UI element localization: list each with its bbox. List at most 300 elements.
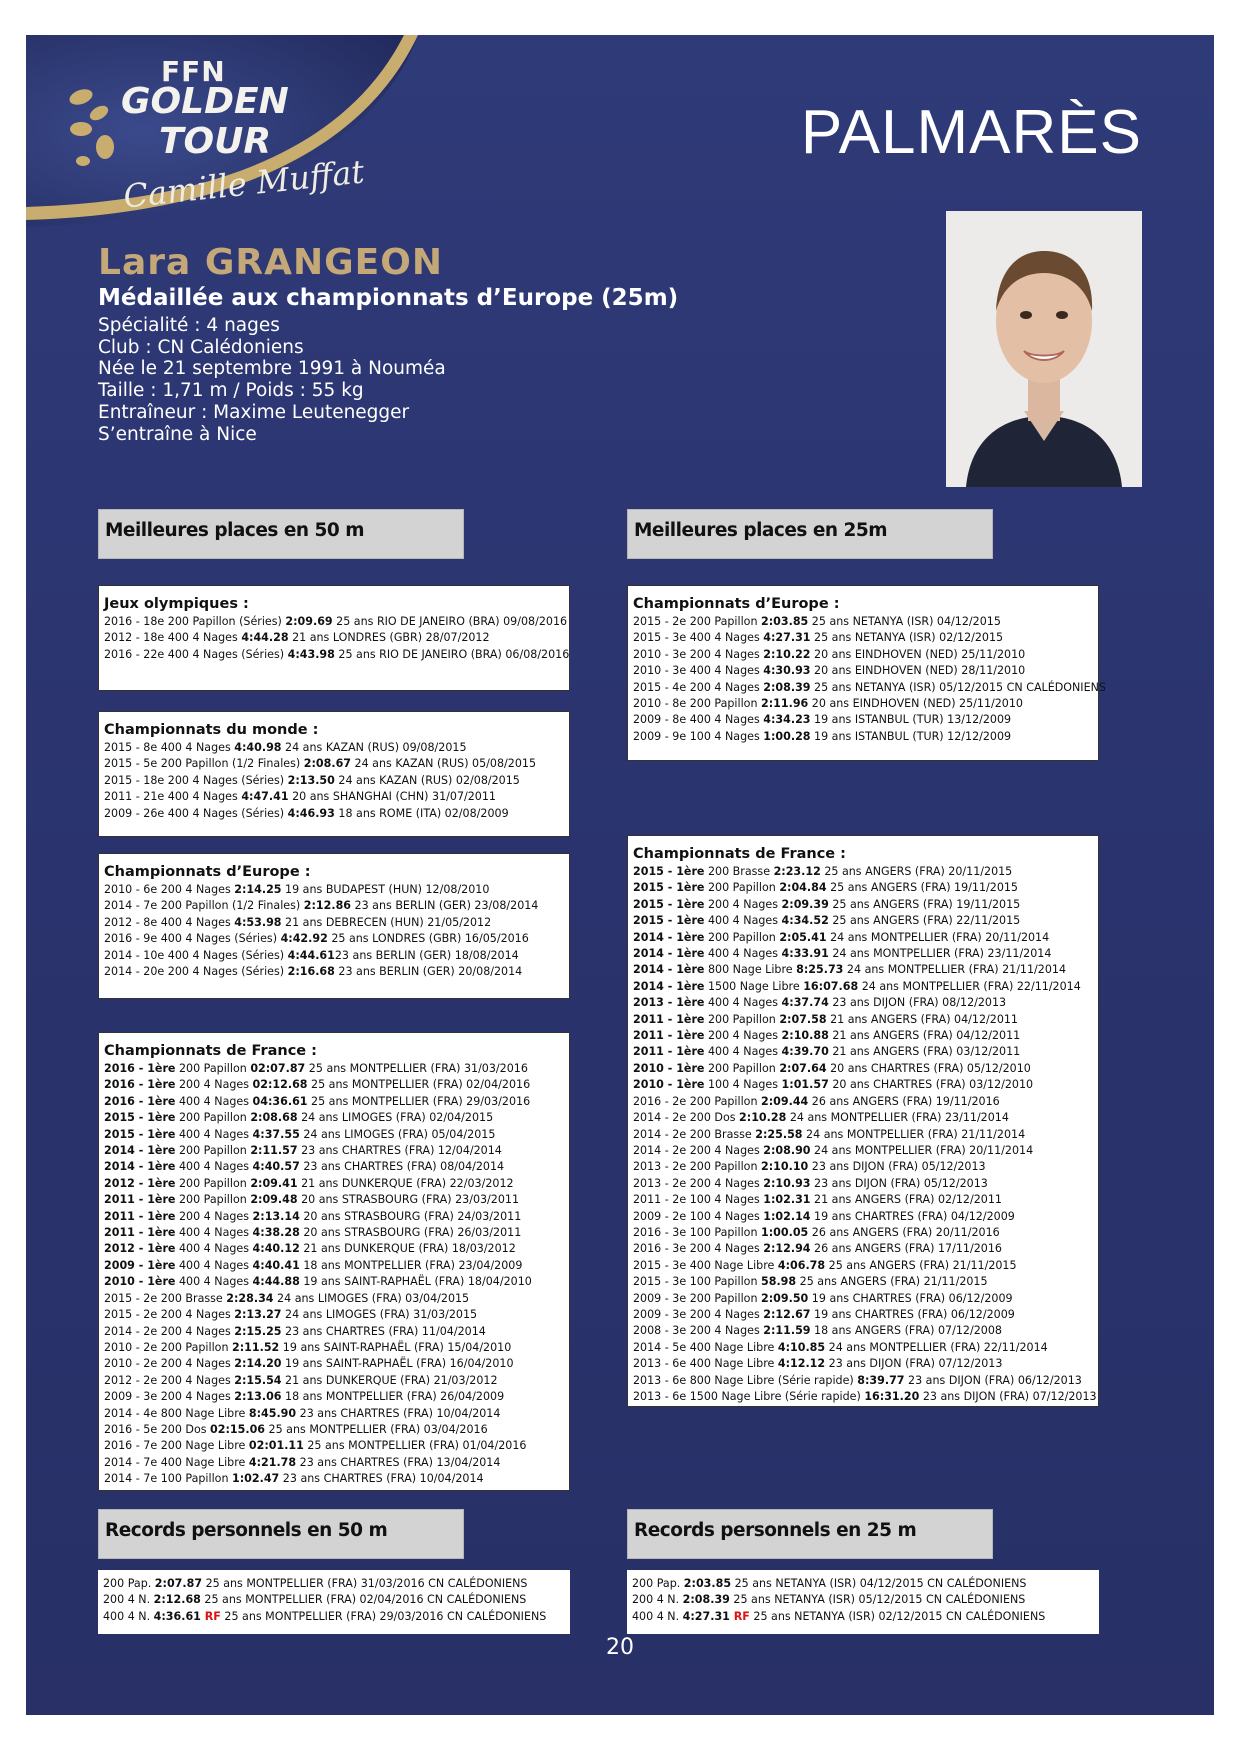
result-meta: 24 ans MONTPELLIER (FRA) 23/11/2014 (786, 1111, 1009, 1125)
result-meta: 19 ans SAINT-RAPHAËL (FRA) 18/04/2010 (299, 1275, 532, 1289)
result-event: 2014 - 5e 400 Nage Libre (633, 1340, 778, 1354)
record-time: 2:12.68 (153, 1593, 201, 1607)
page-background (26, 35, 1214, 1715)
result-rank: 2014 - 1ère (633, 979, 705, 993)
result-meta: 18 ans ROME (ITA) 02/08/2009 (334, 806, 509, 820)
result-meta: 25 ans NETANYA (ISR) 04/12/2015 (808, 615, 1001, 628)
result-time: 2:04.84 (779, 881, 827, 895)
record-event: 200 Pap. (103, 1577, 155, 1590)
result-line (633, 1225, 1093, 1241)
result-time: 2:13.50 (287, 773, 335, 787)
result-event: 400 4 Nages (175, 1226, 253, 1240)
result-rank: 2011 - 1ère (633, 1029, 705, 1043)
record-time: 2:03.85 (683, 1577, 732, 1590)
result-line (633, 614, 1093, 630)
result-meta: 21 ans ANGERS (FRA) 03/12/2011 (828, 1045, 1021, 1059)
detail-club: Club : CN Calédoniens (98, 336, 304, 358)
result-line (104, 898, 564, 914)
result-meta: 26 ans ANGERS (FRA) 20/11/2016 (808, 1225, 1000, 1239)
result-event: 2008 - 3e 200 4 Nages (633, 1324, 764, 1338)
result-line (104, 1110, 564, 1126)
result-line (104, 1127, 564, 1143)
result-line (633, 880, 1093, 896)
result-line (104, 1373, 564, 1389)
result-meta: 23 ans DIJON (FRA) 08/12/2013 (828, 996, 1007, 1010)
result-line (104, 1291, 564, 1307)
box-title: Championnats du monde : (104, 722, 319, 738)
result-meta: 23 ans CHARTRES (FRA) 11/04/2014 (281, 1324, 486, 1338)
result-rank: 2012 - 1ère (104, 1242, 176, 1256)
result-time: 1:02.47 (232, 1472, 280, 1486)
result-meta: 20 ans EINDHOVEN (NED) 28/11/2010 (810, 664, 1026, 678)
result-line (104, 1274, 564, 1290)
result-meta: 23 ans DIJON (FRA) 07/12/2013 (825, 1357, 1003, 1371)
result-meta: 18 ans ANGERS (FRA) 07/12/2008 (810, 1324, 1002, 1338)
result-time: 4:06.78 (777, 1258, 826, 1272)
result-line (104, 1225, 564, 1241)
result-line (633, 663, 1093, 679)
result-event: 2016 - 9e 400 4 Nages (Séries) (104, 932, 281, 946)
records-50m-list (98, 1570, 570, 1634)
result-meta: 25 ans MONTPELLIER (FRA) 29/03/2016 (307, 1094, 531, 1108)
result-line (104, 630, 564, 646)
result-meta: 19 ans CHARTRES (FRA) 06/12/2009 (808, 1291, 1013, 1305)
result-meta: 20 ans STRASBOURG (FRA) 24/03/2011 (299, 1209, 522, 1223)
result-line (633, 1028, 1093, 1044)
box-title: Championnats de France : (633, 846, 846, 862)
result-event: 2010 - 2e 200 4 Nages (104, 1357, 235, 1371)
result-event: 200 Papillon (704, 881, 780, 895)
result-time: 2:10.28 (739, 1111, 787, 1125)
result-event: 2015 - 5e 200 Papillon (1/2 Finales) (104, 757, 304, 771)
result-event: 200 Papillon (704, 930, 780, 944)
result-event: 400 4 Nages (704, 996, 782, 1010)
result-time: 2:08.90 (763, 1143, 811, 1157)
result-line (633, 946, 1093, 962)
box-championnats-france-50 (98, 1032, 570, 1491)
result-line (104, 1176, 564, 1192)
result-line (104, 1258, 564, 1274)
result-line (633, 712, 1093, 728)
result-line (104, 1307, 564, 1323)
result-time: 2:11.96 (761, 697, 809, 711)
result-event: 2015 - 2e 200 4 Nages (104, 1308, 235, 1322)
result-time: 2:09.41 (250, 1176, 298, 1190)
result-meta: 24 ans KAZAN (RUS) 09/08/2015 (281, 741, 467, 754)
result-line (633, 1209, 1093, 1225)
result-time: 02:12.68 (252, 1078, 308, 1092)
result-meta: 23 ans CHARTRES (FRA) 13/04/2014 (296, 1455, 501, 1469)
result-meta: 21 ans LONDRES (GBR) 28/07/2012 (288, 631, 490, 645)
result-time: 02:15.06 (210, 1422, 266, 1436)
result-meta: 26 ans ANGERS (FRA) 17/11/2016 (810, 1242, 1002, 1256)
box-championnats-europe-50 (98, 853, 570, 999)
result-event: 2010 - 6e 200 4 Nages (104, 883, 235, 896)
result-time: 2:09.50 (761, 1291, 809, 1305)
result-meta: 18 ans MONTPELLIER (FRA) 23/04/2009 (299, 1258, 523, 1272)
result-time: 4:39.70 (781, 1045, 829, 1059)
result-time: 4:34.23 (763, 713, 811, 727)
result-meta: 23 ans CHARTRES (FRA) 10/04/2014 (296, 1406, 501, 1420)
result-event: 2009 - 3e 200 4 Nages (104, 1390, 235, 1404)
result-event: 2010 - 2e 200 Papillon (104, 1340, 233, 1354)
result-event: 2010 - 3e 200 4 Nages (633, 647, 764, 661)
result-event: 2010 - 3e 400 4 Nages (633, 664, 764, 678)
result-time: 1:02.14 (763, 1209, 811, 1223)
result-event: 2015 - 18e 200 4 Nages (Séries) (104, 773, 288, 787)
box-title: Championnats de France : (104, 1043, 317, 1059)
result-event: 2013 - 2e 200 4 Nages (633, 1176, 764, 1190)
result-time: 2:10.22 (763, 647, 811, 661)
box-title: Championnats d’Europe : (633, 596, 840, 612)
result-time: 4:53.98 (234, 915, 282, 929)
detail-specialty: Spécialité : 4 nages (98, 315, 280, 336)
result-line (633, 930, 1093, 946)
result-meta: 21 ans ANGERS (FRA) 02/12/2011 (810, 1193, 1002, 1207)
result-event: 2012 - 18e 400 4 Nages (104, 631, 242, 645)
result-time: 4:12.12 (777, 1357, 826, 1371)
result-time: 02:01.11 (248, 1439, 304, 1453)
result-meta: 25 ans RIO DE JANEIRO (BRA) 09/08/2016 (332, 615, 568, 628)
result-time: 02:07.87 (250, 1062, 306, 1075)
result-meta: 23 ans DIJON (FRA) 07/12/2013 (919, 1390, 1097, 1403)
result-meta: 24 ans MONTPELLIER (FRA) 22/11/2014 (858, 979, 1081, 993)
result-event: 2012 - 8e 400 4 Nages (104, 915, 235, 929)
result-rank: 2014 - 1ère (104, 1144, 176, 1158)
result-line (633, 995, 1093, 1011)
record-event: 400 4 N. (103, 1609, 154, 1623)
result-line (633, 1389, 1097, 1405)
result-line (633, 1127, 1093, 1143)
result-time: 1:00.28 (763, 729, 811, 743)
result-event: 2013 - 6e 400 Nage Libre (633, 1357, 778, 1371)
result-event: 2009 - 3e 200 4 Nages (633, 1307, 764, 1321)
box-title: Jeux olympiques : (104, 596, 249, 612)
result-rank: 2011 - 1ère (104, 1209, 176, 1223)
result-meta: 20 ans SHANGHAI (CHN) 31/07/2011 (288, 790, 496, 804)
result-meta: 25 ans MONTPELLIER (FRA) 03/04/2016 (265, 1422, 488, 1436)
result-time: 1:01.57 (781, 1078, 829, 1092)
box-championnats-monde (98, 711, 570, 837)
result-line (633, 1307, 1093, 1323)
result-rank: 2010 - 1ère (633, 1061, 705, 1075)
box-championnats-france-25 (627, 835, 1099, 1407)
result-time: 2:09.69 (285, 615, 333, 628)
result-line (104, 647, 570, 663)
result-event: 200 Papillon (175, 1144, 251, 1158)
result-time: 2:12.67 (763, 1307, 811, 1321)
result-line (633, 962, 1093, 978)
athlete-name: Lara GRANGEON (98, 242, 443, 283)
result-event: 2014 - 20e 200 4 Nages (Séries) (104, 965, 288, 979)
result-time: 2:11.57 (250, 1144, 298, 1158)
record-event: 400 4 N. (632, 1609, 683, 1623)
result-event: 400 4 Nages (175, 1275, 253, 1289)
result-event: 1500 Nage Libre (704, 979, 804, 993)
result-event: 2013 - 6e 800 Nage Libre (Série rapide) (633, 1373, 858, 1387)
result-line (633, 864, 1093, 880)
result-time: 4:21.78 (248, 1455, 297, 1469)
result-line (104, 948, 564, 964)
result-event: 2009 - 3e 200 Papillon (633, 1291, 762, 1305)
result-event: 2016 - 18e 200 Papillon (Séries) (104, 615, 286, 628)
result-event: 2014 - 7e 100 Papillon (104, 1472, 233, 1486)
result-event: 200 Papillon (175, 1176, 251, 1190)
result-event: 100 4 Nages (704, 1078, 782, 1092)
result-rank: 2013 - 1ère (633, 996, 705, 1010)
result-line (104, 931, 564, 947)
result-line (104, 806, 564, 822)
record-meta: 25 ans MONTPELLIER (FRA) 31/03/2016 CN CALÉDONIENS (202, 1577, 528, 1590)
result-meta: 23 ans BERLIN (GER) 23/08/2014 (351, 899, 539, 913)
result-meta: 19 ans SAINT-RAPHAËL (FRA) 16/04/2010 (281, 1357, 514, 1371)
result-event: 2013 - 6e 1500 Nage Libre (Série rapide) (633, 1390, 865, 1403)
result-line (633, 1094, 1093, 1110)
logo-ffn: FFN (161, 55, 226, 88)
result-rank: 2011 - 1ère (104, 1226, 176, 1240)
result-meta: 25 ans MONTPELLIER (FRA) 01/04/2016 (303, 1439, 527, 1453)
record-meta: 25 ans NETANYA (ISR) 04/12/2015 CN CALÉDONIENS (731, 1577, 1027, 1590)
result-event: 200 4 Nages (704, 1029, 782, 1043)
result-rank: 2011 - 1ère (633, 1012, 705, 1026)
result-time: 4:10.85 (777, 1340, 826, 1354)
result-event: 2016 - 2e 200 Papillon (633, 1094, 762, 1108)
result-rank: 2015 - 1ère (633, 865, 705, 878)
result-time: 2:10.88 (781, 1029, 829, 1043)
result-event: 2009 - 8e 400 4 Nages (633, 713, 764, 727)
result-time: 8:39.77 (857, 1373, 905, 1387)
result-event: 800 Nage Libre (704, 963, 797, 977)
result-meta: 18 ans MONTPELLIER (FRA) 26/04/2009 (281, 1390, 505, 1404)
result-line (104, 1159, 564, 1175)
result-event: 2015 - 3e 400 Nage Libre (633, 1258, 778, 1272)
result-event: 2016 - 7e 200 Nage Libre (104, 1439, 249, 1453)
result-time: 2:03.85 (761, 615, 809, 628)
result-event: 2015 - 3e 100 Papillon (633, 1275, 762, 1289)
result-event: 400 4 Nages (704, 914, 782, 928)
result-line (633, 1143, 1093, 1159)
result-meta: 23 ans DIJON (FRA) 05/12/2013 (808, 1160, 986, 1174)
result-meta: 23 ans CHARTRES (FRA) 08/04/2014 (299, 1160, 505, 1174)
detail-size: Taille : 1,71 m / Poids : 55 kg (98, 380, 364, 402)
result-time: 2:13.06 (234, 1390, 282, 1404)
result-time: 8:45.90 (248, 1406, 297, 1420)
result-event: 2013 - 2e 200 Papillon (633, 1160, 762, 1174)
result-time: 4:47.41 (241, 790, 289, 804)
result-time: 4:40.57 (252, 1160, 300, 1174)
box-championnats-europe-25 (627, 585, 1106, 761)
result-line (104, 1438, 564, 1454)
result-time: 4:42.92 (280, 932, 328, 946)
result-time: 2:23.12 (773, 865, 821, 878)
result-line (104, 1209, 564, 1225)
result-event: 2009 - 26e 400 4 Nages (Séries) (104, 806, 288, 820)
result-time: 4:37.55 (252, 1127, 300, 1141)
result-meta: 21 ans DUNKERQUE (FRA) 21/03/2012 (281, 1373, 498, 1387)
result-time: 2:10.93 (763, 1176, 811, 1190)
logo-tour: TOUR (159, 121, 272, 162)
result-time: 2:13.14 (252, 1209, 300, 1223)
result-event: 2015 - 3e 400 4 Nages (633, 631, 764, 645)
result-meta: 25 ans NETANYA (ISR) 02/12/2015 (810, 631, 1004, 645)
result-line (104, 964, 564, 980)
result-rank: 2016 - 1ère (104, 1094, 176, 1108)
result-line (633, 1291, 1093, 1307)
result-event: 2012 - 2e 200 4 Nages (104, 1373, 235, 1387)
record-line (632, 1576, 1094, 1592)
result-time: 4:30.93 (763, 664, 811, 678)
result-time: 4:40.41 (252, 1258, 300, 1272)
result-meta: 24 ans MONTPELLIER (FRA) 23/11/2014 (828, 947, 1052, 961)
result-time: 2:11.59 (763, 1324, 811, 1338)
result-time: 4:46.93 (287, 806, 335, 820)
result-meta: 20 ans CHARTRES (FRA) 05/12/2010 (826, 1061, 1031, 1075)
result-rank: 2014 - 1ère (104, 1160, 176, 1174)
result-event: 400 4 Nages (175, 1258, 253, 1272)
result-time: 2:08.39 (763, 680, 811, 694)
result-line (633, 1012, 1093, 1028)
result-line (104, 1471, 564, 1487)
result-event: 2014 - 2e 200 4 Nages (633, 1143, 764, 1157)
result-event: 2015 - 4e 200 4 Nages (633, 680, 764, 694)
result-event: 2011 - 2e 100 4 Nages (633, 1193, 764, 1207)
page-number: 20 (606, 1635, 634, 1660)
section-records-25m: Records personnels en 25 m (627, 1509, 993, 1559)
result-event: 400 4 Nages (175, 1242, 253, 1256)
result-line (633, 647, 1093, 663)
result-rank: 2014 - 1ère (633, 963, 705, 977)
result-line (633, 1176, 1093, 1192)
result-line (104, 1389, 564, 1405)
result-time: 4:44.61 (287, 948, 335, 962)
result-line (633, 1241, 1093, 1257)
result-meta: 26 ans ANGERS (FRA) 19/11/2016 (808, 1094, 1000, 1108)
record-time: 4:27.31 (682, 1609, 730, 1623)
result-meta: 19 ans SAINT-RAPHAËL (FRA) 15/04/2010 (279, 1340, 512, 1354)
section-best-25m: Meilleures places en 25m (627, 509, 993, 559)
result-meta: 20 ans STRASBOURG (FRA) 26/03/2011 (299, 1226, 522, 1240)
result-line (104, 1077, 564, 1093)
result-time: 2:25.58 (755, 1127, 803, 1141)
result-rank: 2016 - 1ère (104, 1078, 176, 1092)
result-rank: 2011 - 1ère (633, 1045, 705, 1059)
result-line (104, 1356, 564, 1372)
result-line (104, 756, 564, 772)
result-event: 2016 - 3e 200 4 Nages (633, 1242, 764, 1256)
result-meta: 20 ans STRASBOURG (FRA) 23/03/2011 (297, 1193, 520, 1207)
athlete-details (98, 315, 446, 445)
result-event: 2014 - 4e 800 Nage Libre (104, 1406, 249, 1420)
detail-birth: Née le 21 septembre 1991 à Nouméa (98, 358, 446, 380)
result-line (633, 1340, 1093, 1356)
result-event: 200 Papillon (175, 1193, 251, 1207)
result-event: 2010 - 8e 200 Papillon (633, 697, 762, 711)
result-time: 4:37.74 (781, 996, 829, 1010)
result-time: 2:13.27 (234, 1308, 282, 1322)
record-event: 200 4 N. (103, 1593, 154, 1607)
result-time: 4:33.91 (781, 947, 829, 961)
result-time: 04:36.61 (252, 1094, 308, 1108)
result-event: 2014 - 2e 200 Brasse (633, 1127, 756, 1141)
record-meta: 25 ans NETANYA (ISR) 02/12/2015 CN CALÉDONIENS (749, 1609, 1046, 1623)
detail-coach: Entraîneur : Maxime Leutenegger (98, 401, 410, 423)
result-event: 2015 - 2e 200 Brasse (104, 1291, 227, 1305)
record-line (103, 1592, 565, 1608)
result-meta: 24 ans MONTPELLIER (FRA) 21/11/2014 (802, 1127, 1026, 1141)
result-time: 2:08.67 (303, 757, 352, 771)
result-meta: 24 ans LIMOGES (FRA) 02/04/2015 (297, 1111, 494, 1125)
result-event: 200 4 Nages (175, 1209, 253, 1223)
result-rank: 2012 - 1ère (104, 1176, 176, 1190)
result-line (104, 773, 564, 789)
result-meta: 24 ans MONTPELLIER (FRA) 20/11/2014 (810, 1143, 1034, 1157)
record-meta: 25 ans NETANYA (ISR) 05/12/2015 CN CALÉDONIENS (729, 1593, 1026, 1607)
result-meta: 19 ans BUDAPEST (HUN) 12/08/2010 (281, 883, 490, 896)
result-line (633, 680, 1106, 696)
result-time: 8:25.73 (796, 963, 844, 977)
result-time: 4:44.88 (252, 1275, 300, 1289)
result-meta: 25 ans MONTPELLIER (FRA) 31/03/2016 (305, 1062, 528, 1075)
result-time: 2:10.10 (761, 1160, 809, 1174)
result-meta: 24 ans KAZAN (RUS) 05/08/2015 (351, 757, 536, 771)
result-time: 2:05.41 (779, 930, 827, 944)
result-time: 16:07.68 (803, 979, 859, 993)
result-event: 2009 - 2e 100 4 Nages (633, 1209, 764, 1223)
result-meta: 24 ans MONTPELLIER (FRA) 22/11/2014 (825, 1340, 1048, 1354)
athlete-photo (946, 211, 1142, 487)
result-line (104, 1455, 564, 1471)
record-line (632, 1592, 1094, 1608)
result-meta: 24 ans MONTPELLIER (FRA) 20/11/2014 (826, 930, 1050, 944)
result-event: 2014 - 2e 200 4 Nages (104, 1324, 235, 1338)
result-line (633, 897, 1093, 913)
result-meta: 19 ans CHARTRES (FRA) 04/12/2009 (810, 1209, 1015, 1223)
athlete-portrait-icon (946, 211, 1142, 487)
result-rank: 2015 - 1ère (633, 897, 705, 911)
record-line (632, 1609, 1094, 1625)
result-time: 2:16.68 (287, 965, 335, 979)
result-time: 4:38.28 (252, 1226, 300, 1240)
result-line (633, 1356, 1093, 1372)
result-time: 4:40.98 (234, 741, 282, 754)
result-line (633, 913, 1093, 929)
result-line (633, 1110, 1093, 1126)
result-meta: 25 ans ANGERS (FRA) 21/11/2015 (825, 1258, 1017, 1272)
result-line (633, 1061, 1093, 1077)
record-meta: 25 ans MONTPELLIER (FRA) 29/03/2016 CN CALÉDONIENS (220, 1609, 547, 1623)
result-meta: 25 ans NETANYA (ISR) 05/12/2015 CN CALÉDONIENS (810, 680, 1106, 694)
result-line (633, 1323, 1093, 1339)
result-rank: 2014 - 1ère (633, 930, 705, 944)
result-rank: 2010 - 1ère (104, 1275, 176, 1289)
result-time: 4:27.31 (763, 631, 811, 645)
result-rank: 2015 - 1ère (104, 1127, 176, 1141)
water-drops-icon (67, 83, 127, 183)
result-meta: 21 ans DUNKERQUE (FRA) 18/03/2012 (299, 1242, 516, 1256)
result-line (104, 1241, 564, 1257)
record-time: 2:07.87 (154, 1577, 203, 1590)
result-meta: 21 ans DUNKERQUE (FRA) 22/03/2012 (297, 1176, 514, 1190)
record-event: 200 4 N. (632, 1593, 683, 1607)
result-meta: 19 ans CHARTRES (FRA) 06/12/2009 (810, 1307, 1015, 1321)
result-meta: 21 ans DEBRECEN (HUN) 21/05/2012 (281, 915, 492, 929)
result-time: 16:31.20 (864, 1390, 920, 1403)
result-event: 2016 - 22e 400 4 Nages (Séries) (104, 647, 288, 661)
section-records-50m: Records personnels en 50 m (98, 1509, 464, 1559)
result-line (104, 1061, 564, 1077)
result-rank: 2015 - 1ère (633, 881, 705, 895)
record-time: 4:36.61 (153, 1609, 201, 1623)
